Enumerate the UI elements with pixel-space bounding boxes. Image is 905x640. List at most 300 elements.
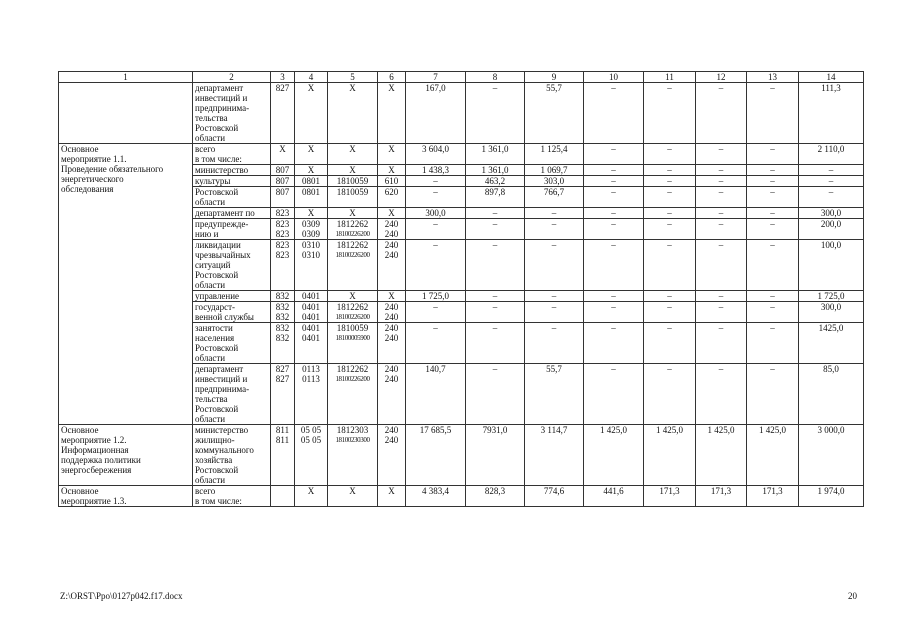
code-value: 827: [275, 374, 290, 384]
code-value: Х: [307, 165, 315, 175]
amount-cell: 828,3: [466, 486, 525, 507]
file-path: Z:\ORST\Ppo\0127p042.f17.docx: [60, 591, 183, 601]
code-value: 1810059: [336, 176, 369, 186]
amount-cell: 774,6: [525, 486, 584, 507]
amount-cell: –: [747, 323, 799, 364]
amount-cell: 171,3: [696, 486, 747, 507]
vr-code-cell: [378, 83, 406, 144]
amount-cell: 111,3: [799, 83, 864, 144]
grbs-code-cell: [271, 208, 295, 219]
executor-cell: [193, 240, 271, 291]
budget-table: [58, 71, 864, 507]
amount-cell: –: [696, 302, 747, 323]
code-value: 0309: [302, 229, 320, 239]
amount-cell: –: [644, 165, 696, 176]
executor-line: министерство: [195, 165, 249, 175]
executor-line: занятости: [195, 323, 233, 333]
measure-cell: [59, 425, 193, 486]
executor-cell: [193, 486, 271, 507]
code-value: 05 05: [300, 435, 322, 445]
amount-cell: –: [466, 291, 525, 302]
amount-cell: –: [584, 291, 644, 302]
amount-cell: –: [696, 83, 747, 144]
vr-code-cell: [378, 176, 406, 187]
amount-cell: –: [584, 144, 644, 165]
executor-line: области: [195, 197, 226, 207]
amount-cell: –: [696, 176, 747, 187]
executor-cell: [193, 83, 271, 144]
grbs-code-cell: [271, 219, 295, 240]
amount-cell: 1 361,0: [466, 165, 525, 176]
code-value: 1812262: [336, 364, 369, 374]
measure-line: Основное: [61, 425, 99, 435]
grbs-code-cell: [271, 165, 295, 176]
executor-line: департамент: [195, 364, 244, 374]
code-value: Х: [279, 144, 286, 154]
executor-cell: [193, 291, 271, 302]
measure-cell: [59, 144, 193, 425]
csr-code-cell: [328, 486, 378, 507]
amount-cell: 441,6: [584, 486, 644, 507]
executor-line: хозяйства: [195, 455, 233, 465]
column-header: 5: [328, 72, 378, 83]
code-value: 240: [384, 323, 399, 333]
amount-cell: –: [696, 219, 747, 240]
code-value: 0113: [302, 364, 320, 374]
code-value: 807: [275, 187, 290, 197]
executor-line: в том числе:: [195, 154, 242, 164]
amount-cell: –: [466, 219, 525, 240]
amount-cell: 167,0: [406, 83, 466, 144]
code-value: 18100226200: [335, 251, 370, 259]
amount-cell: –: [466, 83, 525, 144]
vr-code-cell: [378, 165, 406, 176]
vr-code-cell: [378, 144, 406, 165]
code-value: 0801: [302, 176, 320, 186]
code-value: 807: [275, 165, 290, 175]
executor-line: инвестиций и: [195, 93, 248, 103]
amount-cell: –: [644, 323, 696, 364]
table-row: [59, 83, 864, 144]
executor-line: предпринима-: [195, 384, 250, 394]
executor-line: департамент: [195, 83, 244, 93]
amount-cell: 200,0: [799, 219, 864, 240]
executor-line: Ростовской: [195, 187, 239, 197]
code-value: 0113: [302, 374, 320, 384]
executor-line: венной службы: [195, 312, 254, 322]
code-value: Х: [307, 83, 315, 93]
code-value: 240: [384, 229, 399, 239]
rzpr-code-cell: [295, 323, 328, 364]
csr-code-cell: [328, 364, 378, 425]
rzpr-code-cell: [295, 302, 328, 323]
code-value: 832: [275, 323, 290, 333]
executor-line: нию и: [195, 229, 219, 239]
code-value: Х: [388, 83, 395, 93]
executor-line: области: [195, 414, 226, 424]
code-value: 18100230300: [335, 436, 370, 444]
code-value: Х: [388, 144, 395, 154]
executor-line: области: [195, 280, 226, 290]
amount-cell: 7931,0: [466, 425, 525, 486]
amount-cell: –: [747, 83, 799, 144]
column-header: 13: [747, 72, 799, 83]
amount-cell: –: [584, 323, 644, 364]
amount-cell: –: [799, 176, 864, 187]
executor-line: в том числе:: [195, 496, 242, 506]
code-value: 1812303: [336, 425, 369, 435]
grbs-code-cell: [271, 144, 295, 165]
amount-cell: –: [466, 208, 525, 219]
amount-cell: –: [466, 364, 525, 425]
executor-cell: [193, 165, 271, 176]
header-row: [59, 72, 864, 83]
amount-cell: –: [747, 187, 799, 208]
rzpr-code-cell: [295, 240, 328, 291]
executor-cell: [193, 187, 271, 208]
code-value: 240: [384, 333, 399, 343]
amount-cell: 300,0: [799, 208, 864, 219]
code-value: 0310: [302, 240, 320, 250]
amount-cell: –: [644, 302, 696, 323]
column-header: 9: [525, 72, 584, 83]
executor-line: ликвидации: [195, 240, 241, 250]
csr-code-cell: [328, 165, 378, 176]
code-value: 05 05: [300, 425, 322, 435]
code-value: 240: [384, 374, 399, 384]
amount-cell: –: [644, 144, 696, 165]
vr-code-cell: [378, 364, 406, 425]
code-value: 832: [275, 312, 290, 322]
code-value: 18100005900: [335, 334, 370, 342]
executor-line: инвестиций и: [195, 374, 248, 384]
csr-code-cell: [328, 291, 378, 302]
amount-cell: 3 000,0: [799, 425, 864, 486]
code-value: Х: [388, 291, 395, 301]
executor-line: тельства: [195, 394, 228, 404]
amount-cell: –: [747, 144, 799, 165]
column-header: 6: [378, 72, 406, 83]
grbs-code-cell: [271, 364, 295, 425]
code-value: Х: [349, 291, 356, 301]
measure-line: энергетического: [61, 174, 124, 184]
amount-cell: 17 685,5: [406, 425, 466, 486]
executor-cell: [193, 176, 271, 187]
amount-cell: –: [696, 240, 747, 291]
vr-code-cell: [378, 323, 406, 364]
amount-cell: 303,0: [525, 176, 584, 187]
rzpr-code-cell: [295, 364, 328, 425]
code-value: 0309: [302, 219, 320, 229]
code-value: 823: [275, 219, 290, 229]
vr-code-cell: [378, 302, 406, 323]
column-header: 8: [466, 72, 525, 83]
code-value: 827: [275, 364, 290, 374]
csr-code-cell: [328, 425, 378, 486]
amount-cell: 1 974,0: [799, 486, 864, 507]
amount-cell: –: [747, 240, 799, 291]
code-value: Х: [388, 208, 395, 218]
amount-cell: –: [644, 291, 696, 302]
amount-cell: –: [584, 302, 644, 323]
csr-code-cell: [328, 240, 378, 291]
amount-cell: 1 069,7: [525, 165, 584, 176]
code-value: 620: [384, 187, 399, 197]
measure-line: Проведение обязательного: [61, 164, 164, 174]
amount-cell: –: [584, 208, 644, 219]
amount-cell: –: [584, 83, 644, 144]
amount-cell: 55,7: [525, 83, 584, 144]
page-number: 20: [848, 591, 857, 601]
code-value: 18100226200: [335, 313, 370, 321]
measure-line: энергосбережения: [61, 465, 132, 475]
measure-line: обследования: [61, 184, 114, 194]
grbs-code-cell: [271, 302, 295, 323]
vr-code-cell: [378, 240, 406, 291]
executor-cell: [193, 323, 271, 364]
measure-line: мероприятие 1.2.: [61, 435, 127, 445]
code-value: 0401: [302, 333, 320, 343]
amount-cell: –: [406, 302, 466, 323]
table-row: [59, 144, 864, 165]
code-value: 811: [275, 425, 290, 435]
code-value: 240: [384, 425, 399, 435]
measure-line: Информационная: [61, 445, 129, 455]
amount-cell: 100,0: [799, 240, 864, 291]
amount-cell: –: [406, 176, 466, 187]
amount-cell: –: [525, 219, 584, 240]
code-value: 1810059: [336, 187, 369, 197]
executor-line: Ростовской: [195, 270, 239, 280]
code-value: 240: [384, 240, 399, 250]
rzpr-code-cell: [295, 176, 328, 187]
code-value: 807: [275, 176, 290, 186]
code-value: 1810059: [336, 323, 369, 333]
amount-cell: –: [696, 364, 747, 425]
code-value: 1812262: [336, 219, 369, 229]
amount-cell: 171,3: [644, 486, 696, 507]
amount-cell: 897,8: [466, 187, 525, 208]
measure-line: поддержка политики: [61, 455, 141, 465]
amount-cell: –: [406, 187, 466, 208]
code-value: 0801: [302, 187, 320, 197]
amount-cell: –: [584, 219, 644, 240]
code-value: 240: [384, 219, 399, 229]
amount-cell: –: [696, 208, 747, 219]
column-header: 3: [271, 72, 295, 83]
amount-cell: –: [747, 219, 799, 240]
code-value: Х: [307, 208, 315, 218]
amount-cell: –: [584, 364, 644, 425]
executor-line: департамент по: [195, 208, 255, 218]
rzpr-code-cell: [295, 425, 328, 486]
rzpr-code-cell: [295, 165, 328, 176]
column-header: 12: [696, 72, 747, 83]
amount-cell: 1 125,4: [525, 144, 584, 165]
column-header: 7: [406, 72, 466, 83]
code-value: 1812262: [336, 240, 369, 250]
amount-cell: 1 438,3: [406, 165, 466, 176]
rzpr-code-cell: [295, 83, 328, 144]
amount-cell: 1425,0: [799, 323, 864, 364]
code-value: 18100226200: [335, 375, 370, 383]
code-value: 610: [384, 176, 399, 186]
measure-line: мероприятие 1.3.: [61, 496, 127, 506]
amount-cell: 1 425,0: [747, 425, 799, 486]
amount-cell: 300,0: [799, 302, 864, 323]
amount-cell: 463,2: [466, 176, 525, 187]
executor-cell: [193, 302, 271, 323]
amount-cell: –: [644, 208, 696, 219]
executor-line: Ростовской: [195, 404, 239, 414]
amount-cell: –: [525, 302, 584, 323]
amount-cell: –: [696, 291, 747, 302]
amount-cell: 1 361,0: [466, 144, 525, 165]
measure-line: Основное: [61, 486, 99, 496]
measure-cell: [59, 83, 193, 144]
amount-cell: 140,7: [406, 364, 466, 425]
code-value: Х: [307, 486, 315, 496]
executor-line: Ростовской: [195, 123, 239, 133]
vr-code-cell: [378, 486, 406, 507]
amount-cell: 300,0: [406, 208, 466, 219]
code-value: 832: [275, 291, 290, 301]
code-value: 823: [275, 208, 290, 218]
column-header: 4: [295, 72, 328, 83]
code-value: 0401: [302, 323, 320, 333]
amount-cell: 2 110,0: [799, 144, 864, 165]
amount-cell: –: [747, 176, 799, 187]
vr-code-cell: [378, 187, 406, 208]
grbs-code-cell: [271, 323, 295, 364]
table-row: [59, 425, 864, 486]
executor-line: государст-: [195, 302, 235, 312]
amount-cell: –: [584, 187, 644, 208]
executor-line: ситуаций: [195, 260, 231, 270]
amount-cell: –: [696, 187, 747, 208]
executor-line: области: [195, 133, 226, 143]
code-value: 240: [384, 302, 399, 312]
amount-cell: –: [799, 187, 864, 208]
amount-cell: 171,3: [747, 486, 799, 507]
amount-cell: –: [747, 165, 799, 176]
code-value: 811: [275, 435, 290, 445]
code-value: 0401: [302, 312, 320, 322]
amount-cell: 1 425,0: [584, 425, 644, 486]
amount-cell: 3 604,0: [406, 144, 466, 165]
executor-line: области: [195, 353, 226, 363]
code-value: 823: [275, 240, 290, 250]
code-value: 832: [275, 333, 290, 343]
csr-code-cell: [328, 187, 378, 208]
amount-cell: –: [525, 240, 584, 291]
executor-line: тельства: [195, 113, 228, 123]
code-value: 0401: [302, 291, 320, 301]
amount-cell: –: [644, 176, 696, 187]
code-value: 1812262: [336, 302, 369, 312]
grbs-code-cell: [271, 291, 295, 302]
amount-cell: –: [644, 240, 696, 291]
rzpr-code-cell: [295, 219, 328, 240]
code-value: Х: [307, 144, 315, 154]
amount-cell: 3 114,7: [525, 425, 584, 486]
code-value: 0310: [302, 250, 320, 260]
amount-cell: –: [696, 165, 747, 176]
executor-cell: [193, 208, 271, 219]
code-value: Х: [349, 144, 356, 154]
grbs-code-cell: [271, 187, 295, 208]
executor-line: всего: [195, 144, 216, 154]
executor-cell: [193, 364, 271, 425]
amount-cell: –: [466, 302, 525, 323]
executor-line: управление: [195, 291, 240, 301]
executor-line: Ростовской: [195, 343, 239, 353]
table-row: [59, 486, 864, 507]
vr-code-cell: [378, 219, 406, 240]
amount-cell: –: [799, 165, 864, 176]
vr-code-cell: [378, 208, 406, 219]
rzpr-code-cell: [295, 144, 328, 165]
executor-cell: [193, 144, 271, 165]
column-header: 1: [59, 72, 193, 83]
column-header: 11: [644, 72, 696, 83]
rzpr-code-cell: [295, 187, 328, 208]
grbs-code-cell: [271, 240, 295, 291]
vr-code-cell: [378, 425, 406, 486]
csr-code-cell: [328, 323, 378, 364]
amount-cell: –: [696, 144, 747, 165]
code-value: Х: [388, 165, 395, 175]
code-value: Х: [349, 165, 356, 175]
csr-code-cell: [328, 219, 378, 240]
measure-line: Основное: [61, 144, 99, 154]
executor-line: министерство: [195, 425, 249, 435]
rzpr-code-cell: [295, 486, 328, 507]
column-header: 2: [193, 72, 271, 83]
csr-code-cell: [328, 83, 378, 144]
amount-cell: 1 725,0: [406, 291, 466, 302]
amount-cell: –: [644, 219, 696, 240]
column-header: 14: [799, 72, 864, 83]
code-value: 823: [275, 250, 290, 260]
amount-cell: –: [696, 323, 747, 364]
amount-cell: –: [466, 323, 525, 364]
executor-line: чрезвычайных: [195, 250, 251, 260]
csr-code-cell: [328, 144, 378, 165]
amount-cell: 766,7: [525, 187, 584, 208]
amount-cell: –: [747, 291, 799, 302]
csr-code-cell: [328, 176, 378, 187]
code-value: 240: [384, 312, 399, 322]
code-value: Х: [349, 208, 356, 218]
grbs-code-cell: [271, 425, 295, 486]
rzpr-code-cell: [295, 208, 328, 219]
csr-code-cell: [328, 302, 378, 323]
executor-line: населения: [195, 333, 235, 343]
code-value: 240: [384, 435, 399, 445]
code-value: 240: [384, 250, 399, 260]
code-value: 240: [384, 364, 399, 374]
code-value: Х: [388, 486, 395, 496]
amount-cell: –: [584, 176, 644, 187]
code-value: 0401: [302, 302, 320, 312]
executor-line: культуры: [195, 176, 231, 186]
amount-cell: –: [525, 291, 584, 302]
table-body: [59, 72, 864, 507]
amount-cell: 4 383,4: [406, 486, 466, 507]
executor-cell: [193, 425, 271, 486]
rzpr-code-cell: [295, 291, 328, 302]
